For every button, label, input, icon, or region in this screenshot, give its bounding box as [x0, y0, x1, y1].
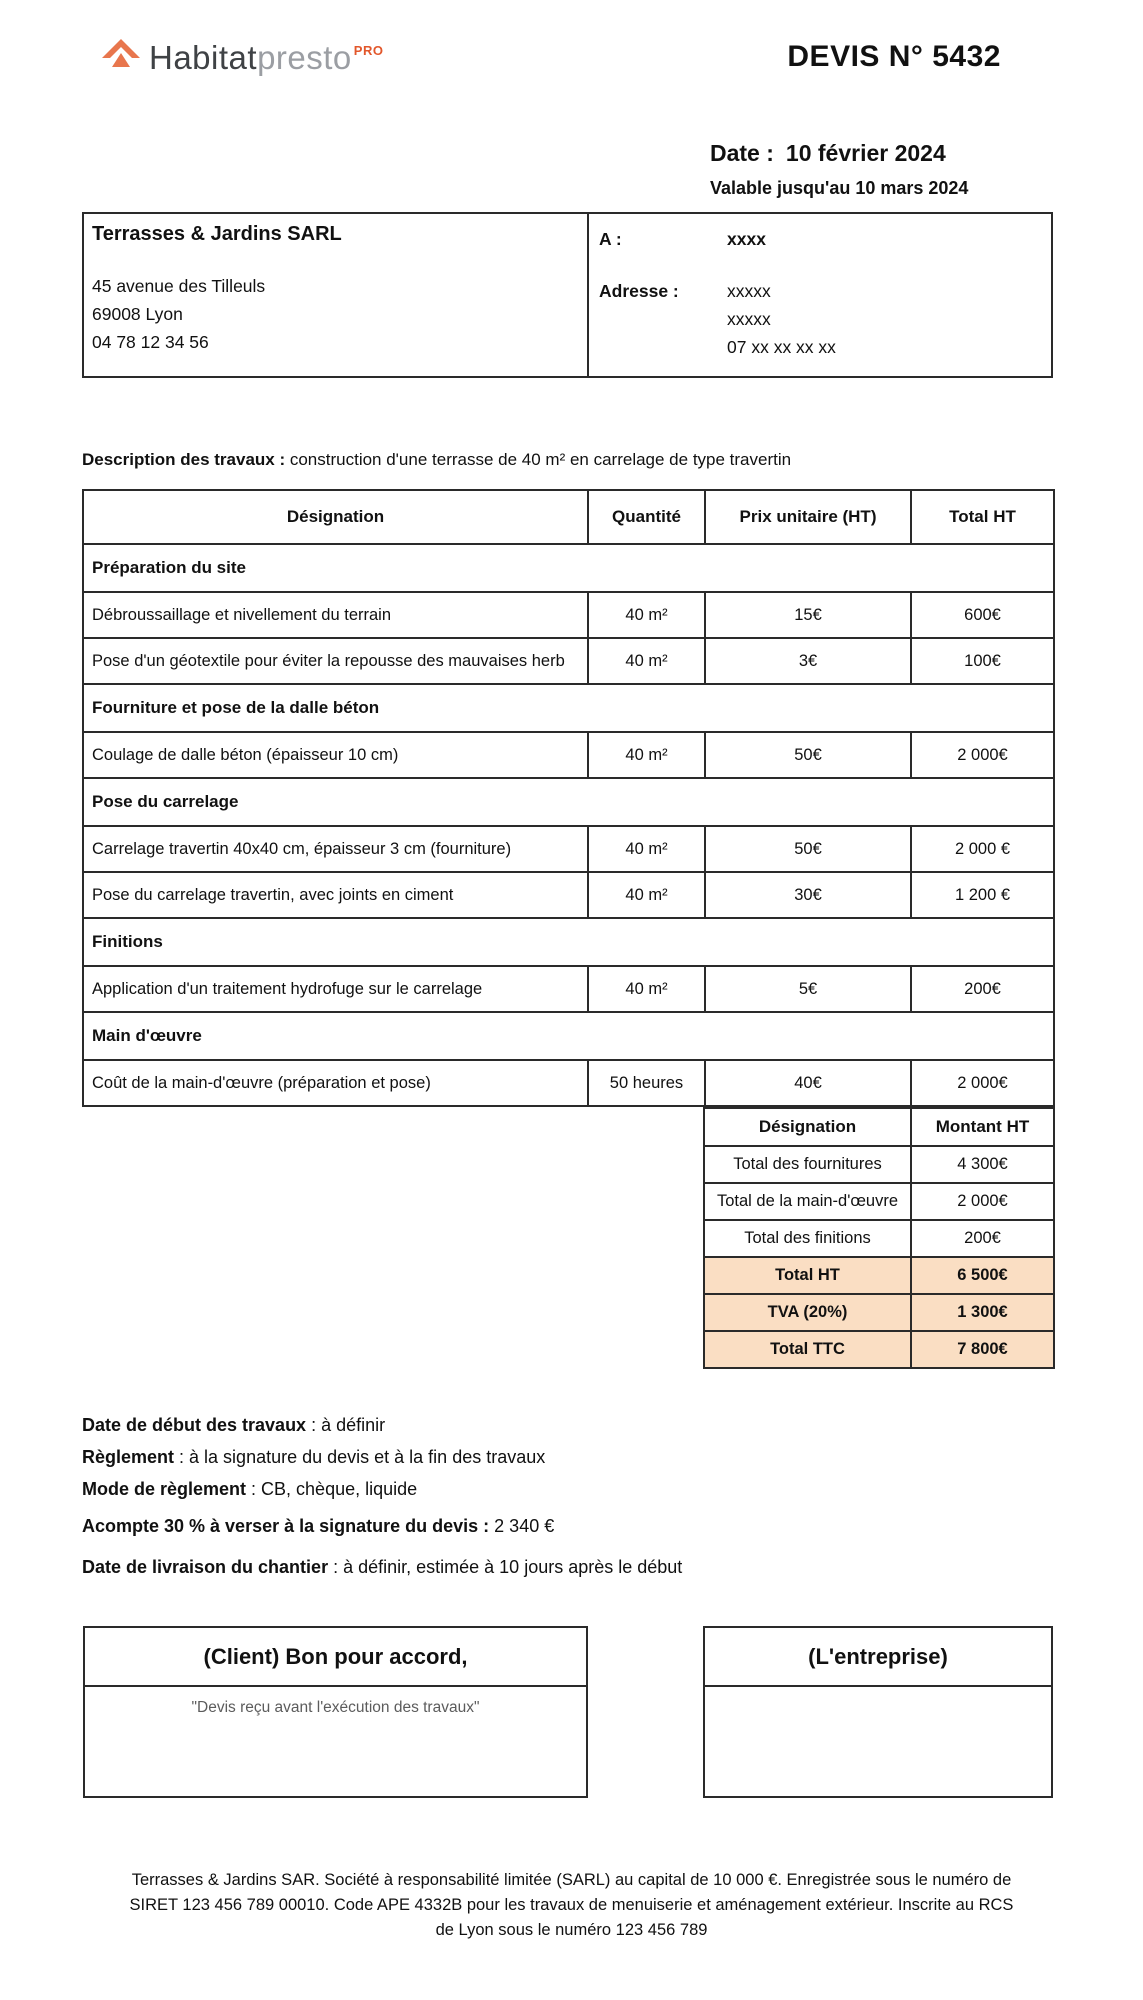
total-label: Total HT	[704, 1257, 911, 1294]
item-total: 2 000€	[911, 732, 1054, 778]
client-address-label: Adresse :	[599, 281, 679, 301]
item-unit-price: 40€	[705, 1060, 911, 1106]
client-address-line1: xxxxx	[727, 281, 771, 301]
works-description	[82, 450, 1053, 470]
logo-habitat: Habitat	[149, 39, 258, 76]
total-value: 6 500€	[911, 1257, 1054, 1294]
totals-table	[703, 1107, 1055, 1369]
client-to-row	[599, 225, 1051, 253]
term-reglement: Règlement : à la signature du devis et à la fin des travaux	[82, 1447, 546, 1467]
item-quantity: 40 m²	[588, 966, 705, 1012]
item-row	[83, 592, 1054, 638]
term-acompte: Acompte 30 % à verser à la signature du devis : 2 340 €	[82, 1516, 555, 1536]
logo-pro-badge: PRO	[353, 43, 384, 58]
items-table	[82, 489, 1055, 1107]
section-row	[83, 918, 1054, 966]
total-label: Total des finitions	[704, 1220, 911, 1257]
validity-line: Valable jusqu'au 10 mars 2024	[710, 178, 969, 198]
item-unit-price: 15€	[705, 592, 911, 638]
client-to-value: xxxx	[727, 229, 766, 249]
item-designation: Carrelage travertin 40x40 cm, épaisseur 3 cm (fourniture)	[83, 826, 588, 872]
company-signature-box	[703, 1626, 1053, 1798]
company-address-line1: 45 avenue des Tilleuls	[92, 276, 266, 296]
item-quantity: 40 m²	[588, 592, 705, 638]
item-row	[83, 638, 1054, 684]
habitatpresto-logo	[100, 38, 383, 78]
company-address-line2: 69008 Lyon	[92, 304, 183, 324]
item-quantity: 50 heures	[588, 1060, 705, 1106]
total-row	[704, 1257, 1054, 1294]
client-phone-row	[599, 333, 1051, 361]
item-total: 2 000 €	[911, 826, 1054, 872]
item-designation: Coût de la main-d'œuvre (préparation et pose)	[83, 1060, 588, 1106]
section-row	[83, 684, 1054, 732]
item-row	[83, 966, 1054, 1012]
total-label: Total TTC	[704, 1331, 911, 1368]
devis-number-title: DEVIS N° 5432	[787, 40, 1001, 73]
client-signature-note: "Devis reçu avant l'exécution des travaux"	[191, 1699, 480, 1716]
client-address-line2: xxxxx	[727, 309, 771, 329]
item-total: 1 200 €	[911, 872, 1054, 918]
payment-terms	[82, 1413, 1053, 1579]
col-header-total: Total HT	[911, 490, 1054, 544]
client-signature-title: (Client) Bon pour accord,	[85, 1628, 586, 1687]
company-info	[84, 214, 589, 376]
total-label: TVA (20%)	[704, 1294, 911, 1331]
totals-header-row	[704, 1108, 1054, 1146]
section-label: Fourniture et pose de la dalle béton	[83, 684, 1054, 732]
logo-presto: presto	[257, 39, 352, 76]
item-quantity: 40 m²	[588, 826, 705, 872]
total-value: 200€	[911, 1220, 1054, 1257]
totals-col-montant: Montant HT	[911, 1108, 1054, 1146]
section-label: Finitions	[83, 918, 1054, 966]
footer-line-2: SIRET 123 456 789 00010. Code APE 4332B pour les travaux de menuiserie et aménagement extérieur. Inscrite au RCS	[129, 1896, 1014, 1914]
client-signature-box	[83, 1626, 588, 1798]
total-label: Total des fournitures	[704, 1146, 911, 1183]
total-value: 4 300€	[911, 1146, 1054, 1183]
item-designation: Coulage de dalle béton (épaisseur 10 cm)	[83, 732, 588, 778]
item-row	[83, 1060, 1054, 1106]
item-quantity: 40 m²	[588, 732, 705, 778]
item-unit-price: 50€	[705, 732, 911, 778]
client-address-row2	[599, 305, 1051, 333]
item-designation: Pose du carrelage travertin, avec joints en ciment	[83, 872, 588, 918]
company-signature-title: (L'entreprise)	[705, 1628, 1051, 1687]
date-value: 10 février 2024	[785, 140, 946, 166]
section-label: Pose du carrelage	[83, 778, 1054, 826]
section-label: Préparation du site	[83, 544, 1054, 592]
col-header-quantity: Quantité	[588, 490, 705, 544]
client-address-row	[599, 277, 1051, 305]
total-label: Total de la main-d'œuvre	[704, 1183, 911, 1220]
date-block	[710, 140, 1053, 199]
section-label: Main d'œuvre	[83, 1012, 1054, 1060]
company-signature-area	[705, 1687, 1051, 1699]
item-quantity: 40 m²	[588, 638, 705, 684]
signature-section	[82, 1626, 1053, 1798]
term-mode-reglement: Mode de règlement : CB, chèque, liquide	[82, 1479, 418, 1499]
col-header-designation: Désignation	[83, 490, 588, 544]
col-header-unit-price: Prix unitaire (HT)	[705, 490, 911, 544]
footer-line-3: de Lyon sous le numéro 123 456 789	[435, 1921, 708, 1939]
client-info	[589, 214, 1051, 376]
total-row	[704, 1331, 1054, 1368]
item-row	[83, 826, 1054, 872]
devis-date	[710, 140, 1053, 167]
total-row	[704, 1220, 1054, 1257]
company-phone: 04 78 12 34 56	[92, 332, 209, 352]
client-to-label: A :	[599, 229, 622, 249]
item-row	[83, 872, 1054, 918]
item-designation: Pose d'un géotextile pour éviter la repousse des mauvaises herb	[83, 638, 588, 684]
item-unit-price: 3€	[705, 638, 911, 684]
company-name: Terrasses & Jardins SARL	[92, 223, 342, 245]
total-row	[704, 1294, 1054, 1331]
section-row	[83, 778, 1054, 826]
item-total: 100€	[911, 638, 1054, 684]
item-designation: Application d'un traitement hydrofuge sur le carrelage	[83, 966, 588, 1012]
item-unit-price: 5€	[705, 966, 911, 1012]
item-designation: Débroussaillage et nivellement du terrain	[83, 592, 588, 638]
client-phone: 07 xx xx xx xx	[727, 337, 836, 357]
item-unit-price: 30€	[705, 872, 911, 918]
works-description-text: construction d'une terrasse de 40 m² en carrelage de type travertin	[285, 450, 792, 469]
item-total: 200€	[911, 966, 1054, 1012]
total-row	[704, 1183, 1054, 1220]
footer-line-1: Terrasses & Jardins SAR. Société à responsabilité limitée (SARL) au capital de 10 000 €. Enregistrée sous le numéro de	[131, 1871, 1012, 1889]
item-quantity: 40 m²	[588, 872, 705, 918]
legal-footer	[0, 1868, 1143, 1943]
section-row	[83, 1012, 1054, 1060]
item-row	[83, 732, 1054, 778]
total-value: 2 000€	[911, 1183, 1054, 1220]
totals-col-designation: Désignation	[704, 1108, 911, 1146]
total-row	[704, 1146, 1054, 1183]
term-start-date: Date de début des travaux : à définir	[82, 1415, 386, 1435]
page-header	[82, 36, 1053, 78]
parties-info-box	[82, 212, 1053, 378]
term-livraison: Date de livraison du chantier : à définir, estimée à 10 jours après le début	[82, 1557, 683, 1577]
item-total: 2 000€	[911, 1060, 1054, 1106]
logo-text	[149, 39, 383, 77]
total-value: 7 800€	[911, 1331, 1054, 1368]
item-total: 600€	[911, 592, 1054, 638]
house-arrow-icon	[100, 38, 142, 78]
works-description-label: Description des travaux :	[82, 450, 286, 469]
date-label: Date :	[710, 140, 774, 166]
company-address	[92, 272, 577, 356]
items-table-header-row	[83, 490, 1054, 544]
section-row	[83, 544, 1054, 592]
total-value: 1 300€	[911, 1294, 1054, 1331]
item-unit-price: 50€	[705, 826, 911, 872]
